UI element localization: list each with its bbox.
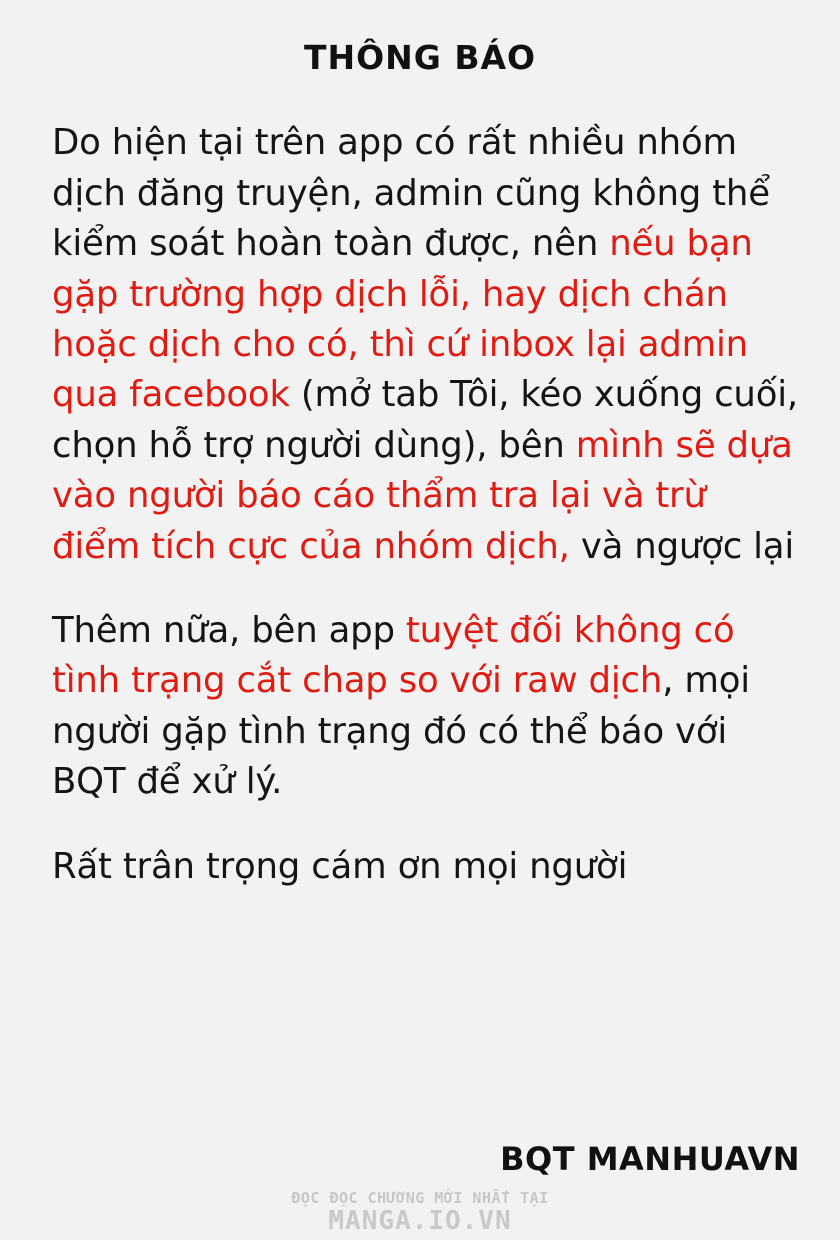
- paragraph-2-highlight-1: tuyệt đối không có tình trạng cắt chap so với raw dịch: [52, 609, 735, 702]
- paragraph-1-segment-3: (mở tab Tôi, kéo xuống cuối, chọn hỗ trợ người dùng), bên: [52, 374, 798, 466]
- paragraph-1-highlight-2: mình sẽ dựa vào người báo cáo thẩm tra lại và trừ điểm tích cực của nhóm dịch,: [52, 424, 793, 567]
- paragraph-1-segment-5: và ngược lại: [569, 525, 795, 567]
- paragraph-1: [52, 118, 798, 572]
- watermark-line-2: MANGA.IO.VN: [328, 1206, 512, 1236]
- announcement-body: [0, 76, 840, 892]
- paragraph-1-segment-1: Do hiện tại trên app có rất nhiều nhóm dịch đăng truyện, admin cũng không thể kiểm soát hoàn toàn được, nên: [52, 122, 770, 265]
- paragraph-3: Rất trân trọng cám ơn mọi người: [52, 845, 628, 887]
- paragraph-2: [52, 606, 798, 808]
- watermark-line-1: ĐỌC ĐỌC CHƯƠNG MỚI NHẤT TẠI: [291, 1189, 549, 1207]
- watermark: [0, 1191, 840, 1234]
- page-title: THÔNG BÁO: [303, 38, 537, 77]
- paragraph-2-segment-1: Thêm nữa, bên app: [52, 609, 406, 651]
- paragraph-2-segment-3: , mọi người gặp tình trạng đó có thể báo với BQT để xử lý.: [52, 660, 750, 803]
- signature: BQT MANHUAVN: [500, 1140, 800, 1178]
- paragraph-1-highlight-1: nếu bạn gặp trường hợp dịch lỗi, hay dịch chán hoặc dịch cho có, thì cứ inbox lại admin qua facebook: [52, 223, 753, 416]
